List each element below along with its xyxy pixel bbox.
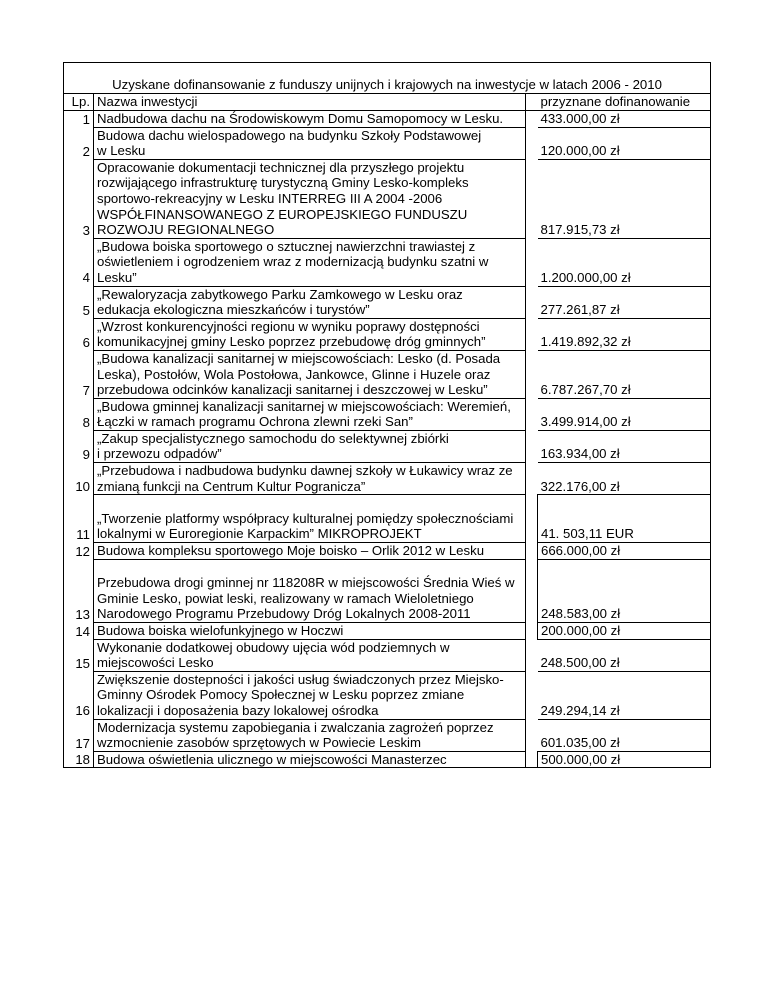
table-row: [64, 430, 711, 462]
row-number: 9: [64, 430, 94, 462]
row-number: 4: [64, 238, 94, 286]
investment-name-line: sportowo-rekreacyjny w Lesku INTERREG III A 2004 -2006: [97, 190, 443, 206]
investment-name-line: Opracowanie dokumentacji technicznej dla przyszłego projektu: [97, 159, 465, 175]
investment-name-line: Budowa kompleksu sportowego Moje boisko – Orlik 2012 w Lesku: [97, 543, 485, 559]
column-gap: [526, 398, 538, 430]
header-gap: [526, 94, 538, 111]
row-number: 10: [64, 463, 94, 495]
row-number: 5: [64, 286, 94, 318]
column-gap: [526, 623, 538, 640]
table-row: [64, 543, 711, 560]
column-gap: [526, 286, 538, 318]
table-row: [64, 559, 711, 622]
investment-name: [94, 398, 526, 430]
investment-name-line: w Lesku: [97, 143, 146, 159]
row-number: 16: [64, 671, 94, 719]
investment-name-line: „Przebudowa i nadbudowa budynku dawnej szkoły w Łukawicy wraz ze: [97, 463, 513, 479]
table-row: [64, 495, 711, 543]
table-row: [64, 350, 711, 398]
column-gap: [526, 751, 538, 768]
title-row: [64, 63, 711, 94]
investment-name: [94, 495, 526, 543]
funding-amount: 500.000,00 zł: [538, 751, 711, 768]
table-title: Uzyskane dofinansowanie z funduszy unijnych i krajowych na inwestycje w latach 2006 - 2010: [64, 63, 711, 94]
funding-amount: 3.499.914,00 zł: [538, 398, 711, 430]
row-number: 2: [64, 127, 94, 159]
row-number: 18: [64, 751, 94, 768]
table-row: [64, 671, 711, 719]
table-row: [64, 318, 711, 350]
table-row: [64, 286, 711, 318]
investment-name-line: i przewozu odpadów”: [97, 446, 222, 462]
investment-name-line: WSPÓŁFINANSOWANEGO Z EUROPEJSKIEGO FUNDUSZU: [97, 206, 468, 222]
row-number: 11: [64, 495, 94, 543]
investment-name: [94, 543, 526, 560]
investment-name-line: ROZWOJU REGIONALNEGO: [97, 222, 275, 238]
column-gap: [526, 430, 538, 462]
funding-amount: 1.419.892,32 zł: [538, 318, 711, 350]
column-gap: [526, 127, 538, 159]
investment-name-line: „Budowa gminnej kanalizacji sanitarnej w miejscowościach: Weremień,: [97, 398, 511, 414]
investment-name-line: komunikacyjnej gminy Lesko poprzez przebudowę dróg gminnych”: [97, 334, 486, 350]
column-gap: [526, 238, 538, 286]
table-row: [64, 463, 711, 495]
row-number: 17: [64, 719, 94, 751]
table-row: [64, 238, 711, 286]
investment-name-line: edukacja ekologiczna mieszkańców i turystów”: [97, 302, 370, 318]
funding-table: [63, 62, 711, 768]
investment-name: [94, 559, 526, 622]
funding-amount: 601.035,00 zł: [538, 719, 711, 751]
investment-name: [94, 238, 526, 286]
investment-name: [94, 159, 526, 238]
column-gap: [526, 159, 538, 238]
column-gap: [526, 111, 538, 128]
funding-amount: 6.787.267,70 zł: [538, 350, 711, 398]
column-gap: [526, 318, 538, 350]
column-gap: [526, 543, 538, 560]
investment-name-line: Leska), Postołów, Wola Postołowa, Jankowce, Glinne i Huzele oraz: [97, 366, 491, 382]
investment-name-line: Budowa dachu wielospadowego na budynku Szkoły Podstawowej: [97, 127, 482, 143]
column-gap: [526, 463, 538, 495]
investment-name-line: Zwiększenie dostepności i jakości usług świadczonych przez Miejsko-: [97, 671, 504, 687]
column-gap: [526, 559, 538, 622]
column-gap: [526, 719, 538, 751]
header-lp: Lp.: [64, 94, 94, 111]
funding-amount: 120.000,00 zł: [538, 127, 711, 159]
funding-amount: 666.000,00 zł: [538, 543, 711, 560]
funding-amount: 433.000,00 zł: [538, 111, 711, 128]
investment-name: [94, 430, 526, 462]
funding-amount: 248.500,00 zł: [538, 639, 711, 671]
funding-amount: 41. 503,11 EUR: [538, 495, 711, 543]
investment-name: [94, 671, 526, 719]
table-row: [64, 751, 711, 768]
investment-name: [94, 350, 526, 398]
column-gap: [526, 350, 538, 398]
row-number: 14: [64, 623, 94, 640]
investment-name: [94, 111, 526, 128]
investment-name-line: Lesku”: [97, 269, 137, 285]
investment-name: [94, 623, 526, 640]
investment-name-line: oświetleniem i ogrodzeniem wraz z modernizacją budynku szatni w: [97, 254, 489, 270]
row-number: 3: [64, 159, 94, 238]
funding-amount: 1.200.000,00 zł: [538, 238, 711, 286]
investment-name-line: Budowa oświetlenia ulicznego w miejscowości Manasterzec: [97, 751, 447, 767]
table-row: [64, 639, 711, 671]
funding-amount: 249.294,14 zł: [538, 671, 711, 719]
investment-name: [94, 463, 526, 495]
investment-name-line: „Zakup specjalistycznego samochodu do selektywnej zbiórki: [97, 430, 449, 446]
row-number: 6: [64, 318, 94, 350]
investment-name-line: „Rewaloryzacja zabytkowego Parku Zamkowego w Lesku oraz: [97, 286, 463, 302]
investment-name-line: Gminny Ośrodek Pomocy Społecznej w Lesku poprzez zmiane: [97, 687, 465, 703]
header-row: [64, 94, 711, 111]
investment-name: [94, 751, 526, 768]
table-row: [64, 127, 711, 159]
funding-amount: 163.934,00 zł: [538, 430, 711, 462]
funding-amount: 322.176,00 zł: [538, 463, 711, 495]
investment-name-line: Nadbudowa dachu na Środowiskowym Domu Samopomocy w Lesku.: [97, 111, 504, 126]
investment-name-line: Łączki w ramach programu Ochrona zlewni rzeki San”: [97, 414, 413, 430]
investment-name-line: Przebudowa drogi gminnej nr 118208R w miejscowości Średnia Wieś w: [97, 575, 515, 591]
investment-name-line: Gminie Lesko, powiat leski, realizowany w ramach Wieloletniego: [97, 590, 474, 606]
investment-name-line: zmianą funkcji na Centrum Kultur Pogranicza”: [97, 478, 366, 494]
row-number: 7: [64, 350, 94, 398]
investment-name: [94, 286, 526, 318]
investment-name: [94, 318, 526, 350]
row-number: 12: [64, 543, 94, 560]
investment-name-line: przebudowa odcinków kanalizacji sanitarnej i deszczowej w Lesku”: [97, 382, 488, 398]
investment-name-line: „Budowa boiska sportowego o sztucznej nawierzchni trawiastej z: [97, 238, 476, 254]
funding-amount: 817.915,73 zł: [538, 159, 711, 238]
investment-name-line: Modernizacja systemu zapobiegania i zwalczania zagrożeń poprzez: [97, 719, 494, 735]
investment-name: [94, 639, 526, 671]
investment-name: [94, 719, 526, 751]
funding-amount: 248.583,00 zł: [538, 559, 711, 622]
column-gap: [526, 671, 538, 719]
investment-name-line: Narodowego Programu Przebudowy Dróg Lokalnych 2008-2011: [97, 606, 471, 622]
column-gap: [526, 639, 538, 671]
investment-name-line: wzmocnienie zasobów sprzętowych w Powiecie Leskim: [97, 735, 421, 751]
row-number: 8: [64, 398, 94, 430]
funding-amount: 277.261,87 zł: [538, 286, 711, 318]
header-amount: przyznane dofinanowanie: [538, 94, 711, 111]
investment-name-line: „Budowa kanalizacji sanitarnej w miejscowościach: Lesko (d. Posada: [97, 350, 501, 366]
table-row: [64, 159, 711, 238]
row-number: 13: [64, 559, 94, 622]
investment-name-line: Wykonanie dodatkowej obudowy ujęcia wód podziemnych w: [97, 639, 450, 655]
funding-amount: 200.000,00 zł: [538, 623, 711, 640]
row-number: 15: [64, 639, 94, 671]
table-row: [64, 398, 711, 430]
investment-name-line: „Tworzenie platformy współpracy kulturalnej pomiędzy społecznościami: [97, 510, 514, 526]
investment-name-line: „Wzrost konkurencyjności regionu w wyniku poprawy dostępności: [97, 318, 480, 334]
table-row: [64, 623, 711, 640]
table-row: [64, 111, 711, 128]
header-name: Nazwa inwestycji: [94, 94, 526, 111]
investment-name-line: Budowa boiska wielofunkyjnego w Hoczwi: [97, 623, 344, 638]
investment-name-line: miejscowości Lesko: [97, 655, 214, 671]
investment-name-line: lokalnymi w Euroregionie Karpackim” MIKROPROJEKT: [97, 526, 422, 542]
column-gap: [526, 495, 538, 543]
investment-name: [94, 127, 526, 159]
table-row: [64, 719, 711, 751]
row-number: 1: [64, 111, 94, 128]
investment-name-line: rozwijającego infrastrukturę turystyczną Gminy Lesko-kompleks: [97, 175, 469, 191]
investment-name-line: lokalizacji i doposażenia bazy lokalowej ośrodka: [97, 702, 379, 718]
